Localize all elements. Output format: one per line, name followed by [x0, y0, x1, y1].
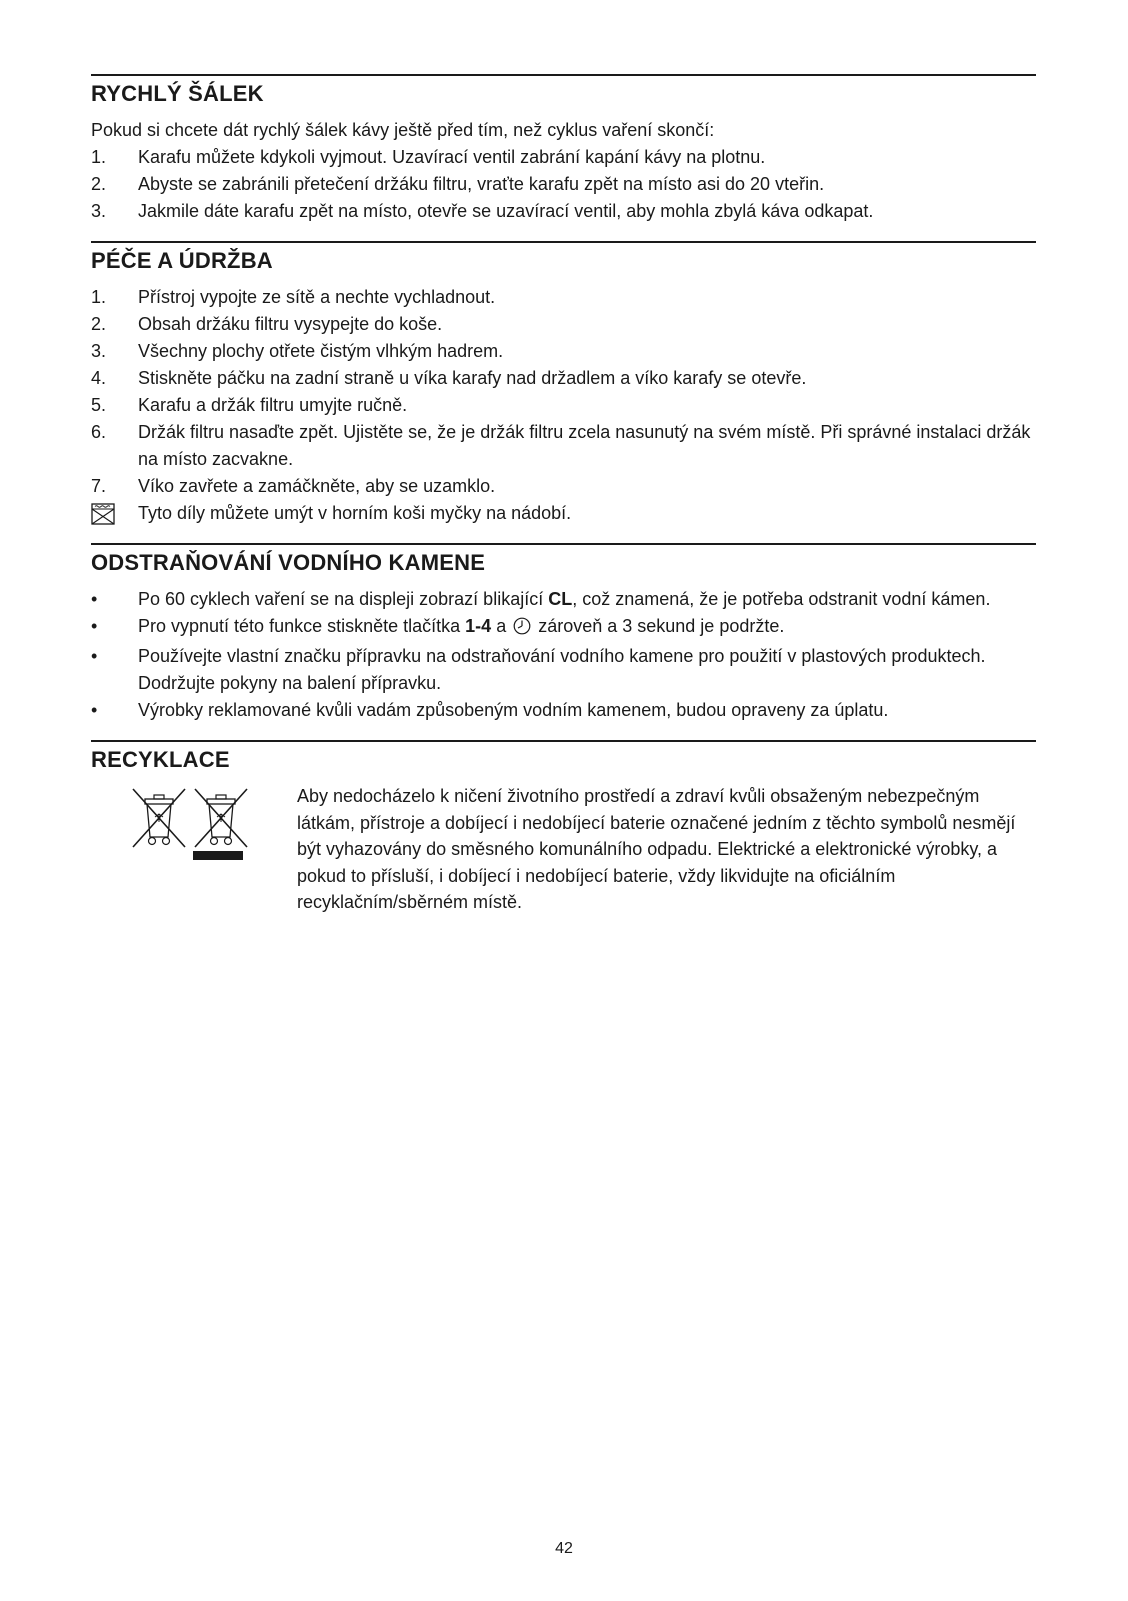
item-text: Obsah držáku filtru vysypejte do koše. [138, 314, 443, 334]
list-item [91, 419, 1036, 473]
dishwasher-note [91, 500, 1036, 527]
item-text: Všechny plochy otřete čistým vlhkým hadrem. [138, 341, 504, 361]
item-text: Abyste se zabránili přetečení držáku filtru, vraťte karafu zpět na místo asi do 20 vteřin. [138, 174, 825, 194]
bullet: • [91, 616, 98, 636]
crossed-out-bin-icon [131, 787, 187, 916]
text-part: Po 60 cyklech vaření se na displeji zobrazí blikající [138, 589, 549, 609]
item-text: Držák filtru nasaďte zpět. Ujistěte se, že je držák filtru zcela nasunutý na svém místě. Při správné instalaci držák na místo zacvakne. [138, 422, 1031, 469]
document-page [91, 74, 1036, 916]
item-number: 3. [91, 201, 107, 221]
text-part: a [491, 616, 512, 636]
list-item [91, 365, 1036, 392]
section-title: RYCHLÝ ŠÁLEK [91, 81, 264, 106]
section-title: ODSTRAŇOVÁNÍ VODNÍHO KAMENE [91, 550, 486, 575]
list-item [91, 613, 1036, 643]
item-number: 3. [91, 341, 107, 361]
note-text: Tyto díly můžete umýt v horním koši myčky na nádobí. [138, 503, 572, 523]
item-text: Používejte vlastní značku přípravku na odstraňování vodního kamene pro použití v plastových produktech. Dodržujte pokyny na balení přípravku. [138, 646, 986, 693]
text-part: , což znamená, že je potřeba odstranit vodní kámen. [572, 589, 991, 609]
crossed-out-bin-icon [193, 787, 249, 916]
item-text: Karafu a držák filtru umyjte ručně. [138, 395, 408, 415]
weee-symbols [91, 783, 297, 916]
text-part: zároveň a 3 sekund je podržte. [533, 616, 785, 636]
item-number: 1. [91, 287, 107, 307]
bullet: • [91, 646, 98, 666]
section-quick-cup [91, 74, 1036, 225]
item-number: 6. [91, 422, 107, 442]
list-item [91, 144, 1036, 171]
item-number: 2. [91, 314, 107, 334]
section-care [91, 241, 1036, 527]
item-text: Přístroj vypojte ze sítě a nechte vychladnout. [138, 287, 496, 307]
recycling-text: Aby nedocházelo k ničení životního prostředí a zdraví kvůli obsaženým nebezpečným látkám, přístroje a dobíjecí i nedobíjecí baterie označené jedním z těchto symbolů nesmějí být vyhazovány do směsného komunálního odpadu. Elektrické a elektronické výrobky, a pokud to přísluší, i dobíjecí i nedobíjecí baterie, vždy likvidujte na oficiálním recyklačním/sběrném místě. [297, 786, 1016, 912]
page-number: 42 [555, 1540, 573, 1557]
item-text: Výrobky reklamované kvůli vadám způsobeným vodním kamenem, budou opraveny za úplatu. [138, 700, 889, 720]
section-title: PÉČE A ÚDRŽBA [91, 248, 273, 273]
bullet: • [91, 589, 98, 609]
list-item [91, 643, 1036, 697]
list-item [91, 171, 1036, 198]
item-text: Jakmile dáte karafu zpět na místo, otevře se uzavírací ventil, aby mohla zbylá káva odkapat. [138, 201, 874, 221]
section-recycling [91, 740, 1036, 916]
list-item [91, 586, 1036, 613]
item-text: Karafu můžete kdykoli vyjmout. Uzavírací ventil zabrání kapání kávy na plotnu. [138, 147, 766, 167]
list-item [91, 284, 1036, 311]
item-number: 1. [91, 147, 107, 167]
display-code: CL [548, 589, 573, 609]
item-number: 5. [91, 395, 107, 415]
item-number: 2. [91, 174, 107, 194]
list-item [91, 338, 1036, 365]
dishwasher-safe-icon [91, 500, 138, 527]
text-part: Pro vypnutí této funkce stiskněte tlačítka [138, 616, 466, 636]
item-number: 7. [91, 476, 107, 496]
list-item [91, 473, 1036, 500]
clock-icon [513, 616, 531, 643]
recycling-block [91, 783, 1036, 916]
section-descaling [91, 543, 1036, 724]
section-title: RECYKLACE [91, 747, 230, 772]
item-text: Víko zavřete a zamáčkněte, aby se uzamklo. [138, 476, 496, 496]
item-text [138, 586, 1036, 613]
item-number: 4. [91, 368, 107, 388]
list-item [91, 697, 1036, 724]
item-text [138, 613, 1036, 643]
list-item [91, 311, 1036, 338]
list-item [91, 198, 1036, 225]
button-numbers: 1-4 [465, 616, 492, 636]
black-bar [193, 851, 243, 860]
list-item [91, 392, 1036, 419]
item-text: Stiskněte páčku na zadní straně u víka karafy nad držadlem a víko karafy se otevře. [138, 368, 807, 388]
section-intro: Pokud si chcete dát rychlý šálek kávy ještě před tím, než cyklus vaření skončí: [91, 120, 715, 140]
bullet: • [91, 700, 98, 720]
